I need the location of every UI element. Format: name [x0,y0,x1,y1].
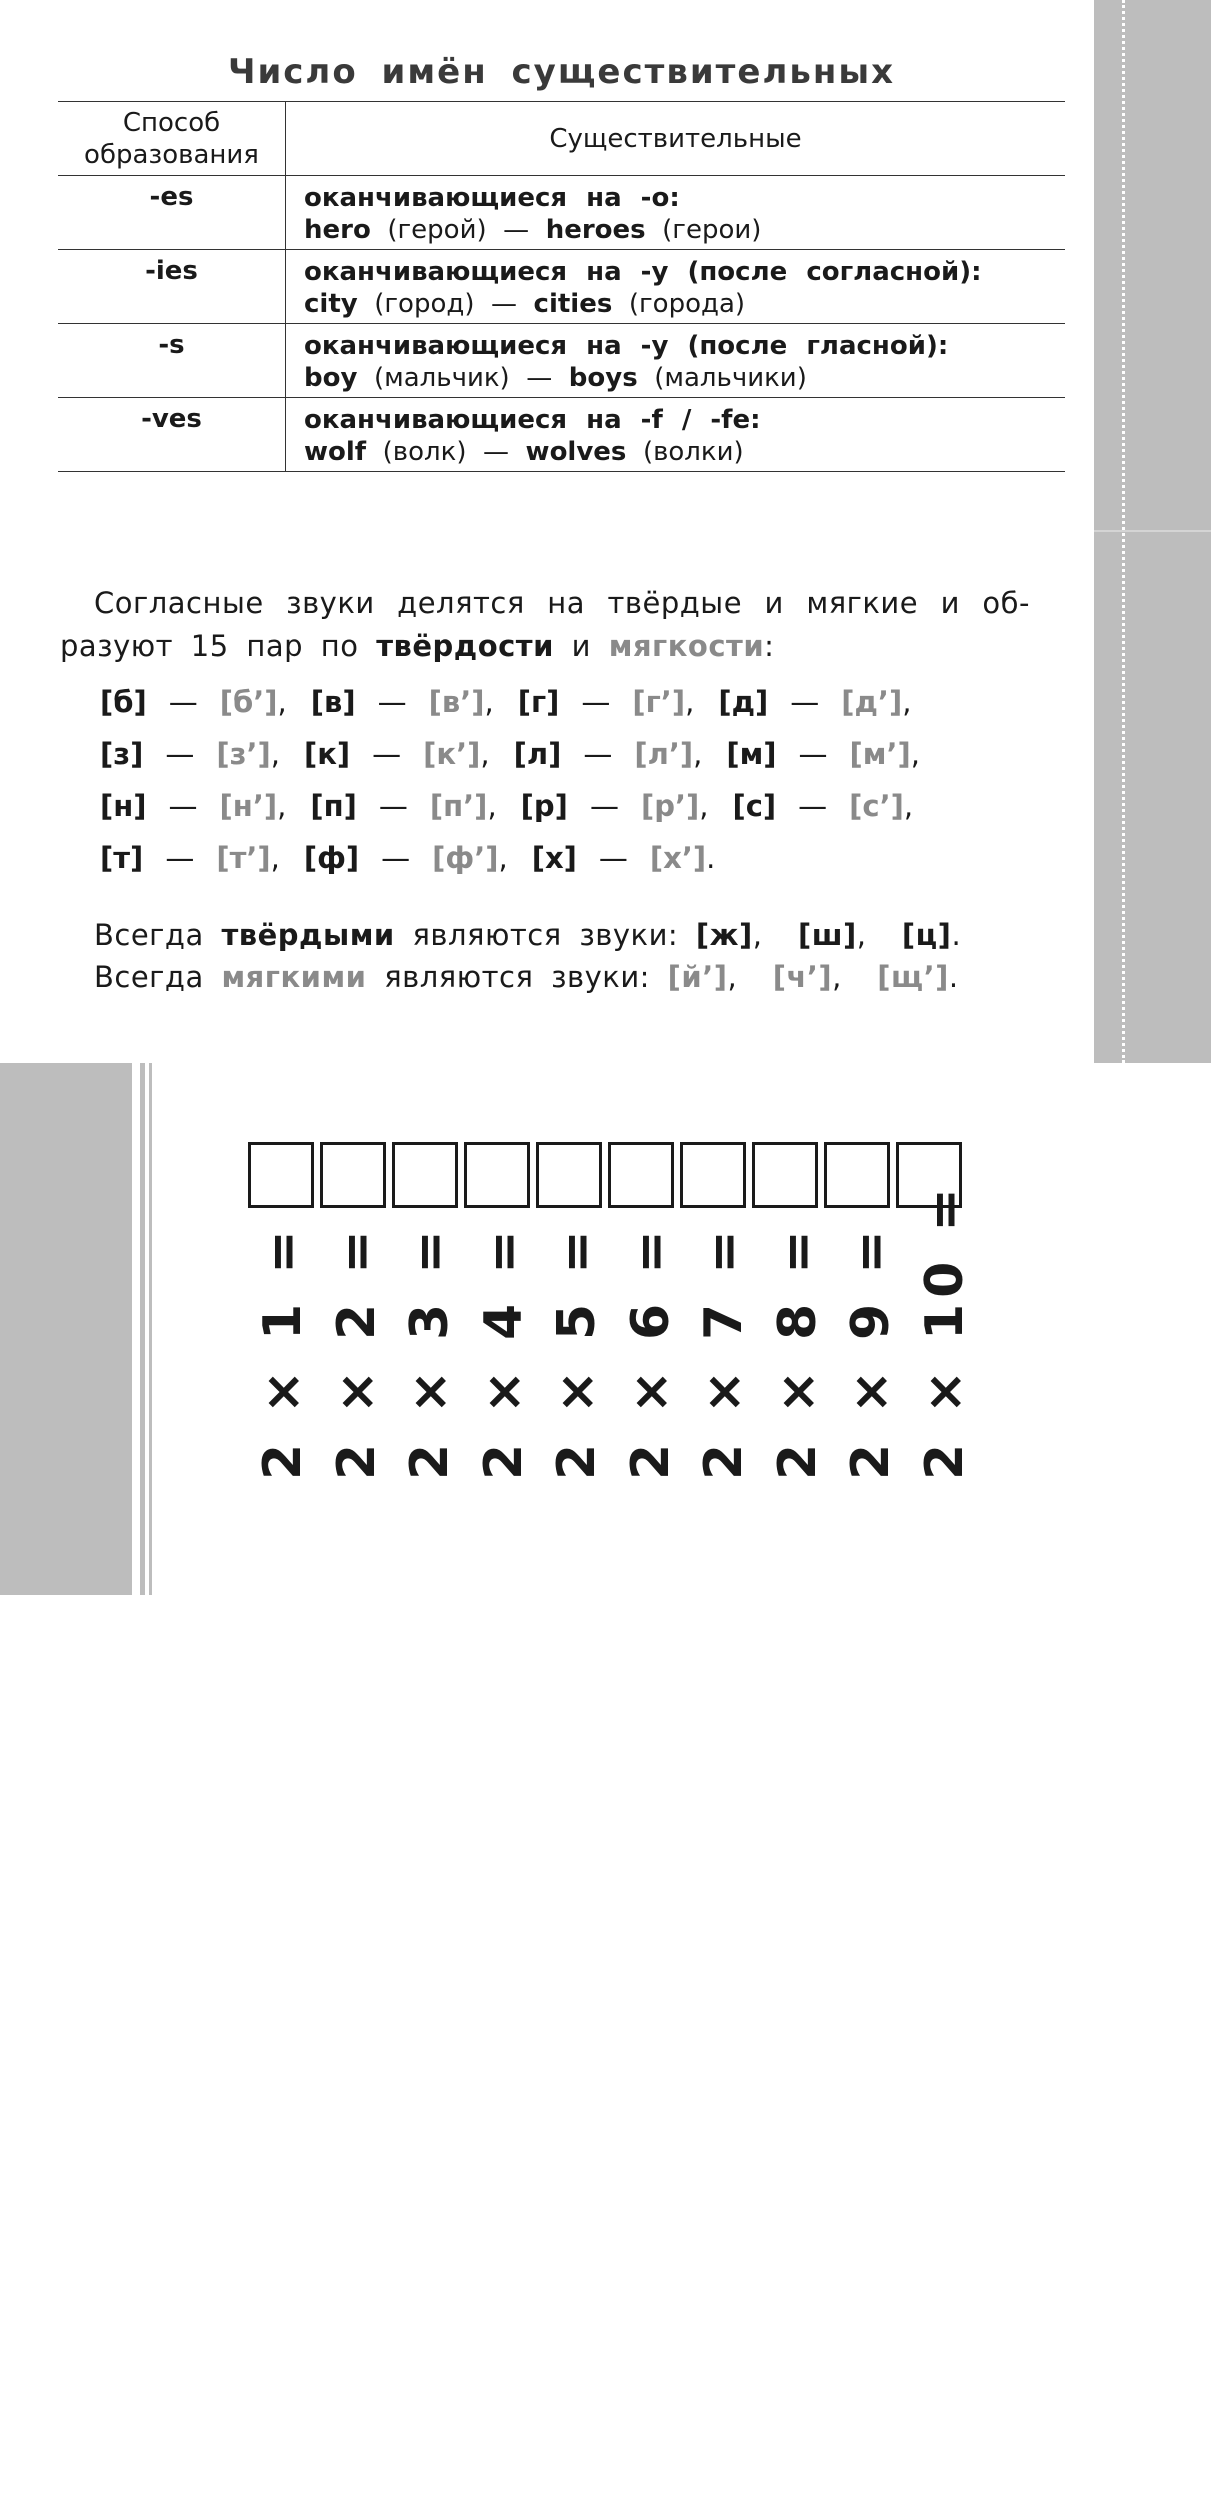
pair-dash: — [377,685,407,719]
soft-consonant: [в’] [428,685,485,719]
and-word: и [571,629,592,663]
multiplication-expression: 2 × 5 = [547,1224,607,1480]
always-soft-prefix: Всегда [94,960,204,994]
multiplication-expression: 2 × 3 = [400,1224,460,1480]
pair-separator: , [903,789,914,823]
header-nouns: Существительные [549,123,802,154]
example-line [304,214,1065,246]
table-row [58,398,1065,472]
rule-text: оканчивающиеся на -f / -fe: [304,405,761,435]
singular-word: hero [304,215,371,245]
pair-dash: — [583,737,613,771]
pair-separator: , [685,685,695,719]
left-side-tab [0,1063,132,2505]
hard-consonant: [в] [310,685,356,719]
pair-dash: — [381,841,411,875]
plural-word: cities [533,289,613,319]
example-line [304,362,1065,394]
pair-separator: , [484,685,494,719]
pair-dash: — [378,789,408,823]
soft-consonant: [г’] [632,685,686,719]
rule-cell [286,250,1066,324]
always-lines [94,914,961,998]
singular-word: wolf [304,437,367,467]
pair-dash: — [168,685,198,719]
pair-dash: — [798,737,828,771]
answer-box [752,1142,818,1208]
table-header-row [58,102,1065,176]
answer-box [824,1142,890,1208]
consonant-pair [718,678,902,726]
singular-word: boy [304,363,358,393]
pair-separator: , [902,685,912,719]
dash: — [526,363,553,393]
rule-cell [286,324,1066,398]
header-method: Способ образования [58,102,286,176]
pair-dash: — [790,685,820,719]
table-row [58,250,1065,324]
plural-word: boys [568,363,638,393]
plural-translation: (мальчики) [654,363,807,393]
singular-translation: (герой) [387,215,487,245]
hard-consonant: [р] [520,789,568,823]
multiplication-expression: 2 × 9 = [841,1224,901,1480]
suffix-cell: -ies [58,250,286,324]
pair-row [100,678,944,730]
pair-dash: — [165,841,195,875]
example-line [304,436,1065,468]
consonant-pair [732,782,903,830]
consonant-pair [518,678,685,726]
hard-consonant: [н] [100,789,147,823]
hard-consonant: [ф] [303,841,360,875]
pair-separator: , [270,737,280,771]
consonant-pair [304,834,499,882]
hard-consonant: [т] [100,841,144,875]
consonant-pairs [100,678,944,886]
para-text: Согласные звуки делятся на твёрдые и мягкие и об-разуют 15 пар по [60,586,1030,663]
dash: — [483,437,510,467]
answer-box [536,1142,602,1208]
pair-separator: . [706,841,716,875]
singular-translation: (волк) [382,437,467,467]
hard-consonant: [м] [726,737,777,771]
multiplication-expression: 2 × 8 = [767,1224,828,1480]
pair-row [100,782,944,834]
soft-consonant: [д’] [841,685,903,719]
plural-word: heroes [545,215,646,245]
consonant-pair [726,730,910,778]
pair-separator: , [693,737,703,771]
consonant-pair [100,730,271,778]
multiplication-expression: 2 × 10 = [914,1182,975,1480]
soft-word: мягкости [608,629,765,663]
soft-sound: [щ’] [877,960,949,994]
hard-consonant: [з] [100,737,144,771]
consonants-paragraph [60,582,1030,668]
pair-row [100,834,944,886]
suffix-cell: -ves [58,398,286,472]
pair-separator: , [277,789,287,823]
always-hard-prefix: Всегда [94,918,204,952]
answer-box [608,1142,674,1208]
tab-divider [1094,530,1211,532]
pair-separator: , [498,841,508,875]
multiplication-expression: 2 × 2 = [326,1224,387,1480]
soft-consonant: [р’] [640,789,700,823]
hard-consonant: [с] [732,789,777,823]
hard-consonant: [л] [513,737,562,771]
answer-box [464,1142,530,1208]
soft-consonant: [с’] [849,789,904,823]
soft-consonant: [л’] [634,737,694,771]
hard-consonant: [х] [531,841,577,875]
soft-consonant: [х’] [649,841,707,875]
rule-cell [286,176,1066,250]
pair-separator: , [480,737,490,771]
suffix-cell: -es [58,176,286,250]
left-stripe [140,1063,145,1595]
multiplication-expression: 2 × 7 = [694,1224,754,1480]
pair-separator: , [277,685,287,719]
soft-consonant: [н’] [219,789,278,823]
plural-word: wolves [525,437,627,467]
consonant-pair [532,834,706,882]
consonant-pair [100,782,277,830]
soft-sound: [ч’] [772,960,833,994]
always-hard-word: твёрдыми [221,918,395,952]
pair-dash: — [165,737,195,771]
colon: : [764,629,775,663]
always-hard-line [94,914,961,956]
table-row [58,176,1065,250]
soft-consonant: [б’] [219,685,278,719]
hard-consonant: [п] [310,789,357,823]
always-hard-mid: являются звуки: [412,918,679,952]
consonant-pair [521,782,700,830]
singular-translation: (город) [374,289,475,319]
pair-dash: — [372,737,402,771]
pair-separator: , [270,841,280,875]
soft-sounds: [й’], [ч’], [щ’]. [667,960,959,994]
answer-box [320,1142,386,1208]
dash: — [503,215,530,245]
page-title: Число имён существительных [227,52,896,92]
pair-separator: , [910,737,920,771]
rule-text: оканчивающиеся на -o: [304,183,680,213]
consonant-pair [514,730,694,778]
answer-box [392,1142,458,1208]
always-soft-mid: являются звуки: [384,960,650,994]
hard-consonant: [г] [517,685,560,719]
consonant-pair [311,678,485,726]
singular-word: city [304,289,358,319]
pair-dash: — [589,789,619,823]
answer-box [680,1142,746,1208]
plural-table [58,101,1065,472]
right-side-tab [1094,0,1211,1063]
hard-consonant: [д] [718,685,769,719]
soft-consonant: [т’] [216,841,271,875]
multiplication-expression: 2 × 6 = [620,1224,681,1480]
hard-sound: [ж] [695,918,753,952]
side-label: ПРОВЕРЬ СЕБЯ [96,2293,122,2505]
always-soft-line [94,956,961,998]
rule-text: оканчивающиеся на -y (после гласной): [304,331,949,361]
consonant-pair [304,730,480,778]
hard-consonant: [к] [303,737,351,771]
suffix-cell: -s [58,324,286,398]
pair-row [100,730,944,782]
multiplication-expression: 2 × 1 = [253,1224,313,1480]
left-stripe-thin [149,1063,152,1595]
soft-consonant: [м’] [849,737,911,771]
consonant-pair [310,782,487,830]
pair-dash: — [598,841,628,875]
soft-sound: [й’] [667,960,728,994]
hard-sound: [ш] [797,918,857,952]
singular-translation: (мальчик) [373,363,510,393]
pair-separator: , [487,789,497,823]
consonant-pair [100,678,278,726]
soft-consonant: [з’] [216,737,271,771]
plural-translation: (герои) [662,215,762,245]
hard-consonant: [б] [100,685,147,719]
consonant-pair [100,834,271,882]
multiplication-expression: 2 × 4 = [473,1224,534,1480]
plural-translation: (волки) [642,437,744,467]
pair-separator: , [699,789,709,823]
hard-sound: [ц] [901,918,952,952]
hard-word: твёрдости [376,629,554,663]
answer-boxes [248,1142,962,1208]
soft-consonant: [ф’] [432,841,499,875]
hard-sounds: [ж], [ш], [ц]. [695,918,962,952]
answer-box [248,1142,314,1208]
table-row [58,324,1065,398]
rule-cell [286,398,1066,472]
soft-consonant: [к’] [423,737,481,771]
pair-dash: — [798,789,828,823]
example-line [304,288,1065,320]
dash: — [491,289,518,319]
rule-text: оканчивающиеся на -y (после согласной): [304,257,982,287]
always-soft-word: мягкими [221,960,367,994]
pair-dash: — [168,789,198,823]
plural-translation: (города) [628,289,746,319]
soft-consonant: [п’] [429,789,488,823]
pair-dash: — [581,685,611,719]
